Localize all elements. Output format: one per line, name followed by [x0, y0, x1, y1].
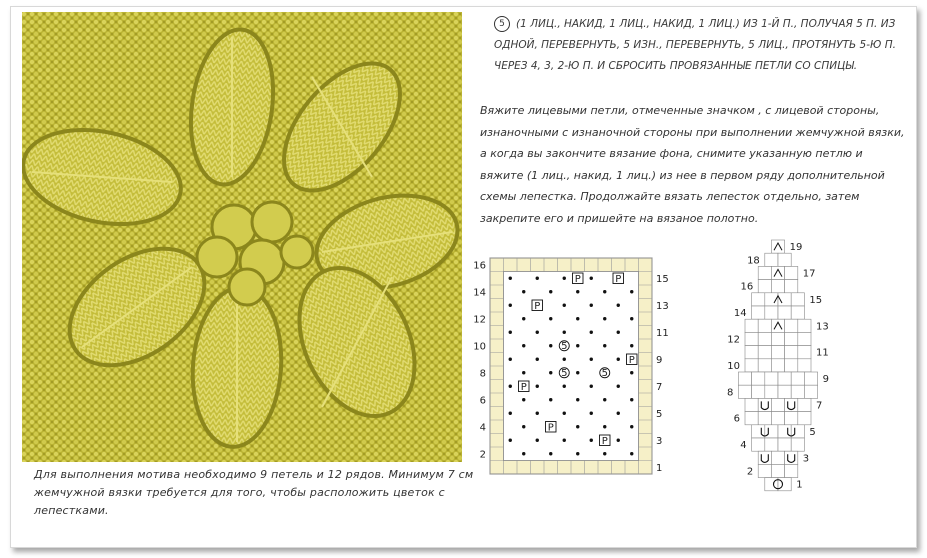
purl-dot: [536, 358, 539, 361]
purl-dot: [522, 452, 525, 455]
knitted-flower-photo: [22, 12, 462, 462]
step-number-icon: 5: [494, 16, 510, 32]
purl-dot: [536, 277, 539, 280]
purl-dot: [549, 317, 552, 320]
row-label: 19: [789, 242, 803, 254]
purl-dot: [630, 425, 633, 428]
row-label: 3: [802, 453, 810, 465]
purl-dot: [549, 371, 552, 374]
step-instruction: [494, 14, 906, 77]
chart-row-labels-right: [656, 274, 669, 474]
purl-dot: [590, 439, 593, 442]
row-label: 15: [656, 273, 669, 285]
purl-dot: [603, 344, 606, 347]
symbol-5: 5: [601, 367, 608, 379]
purl-dot: [603, 452, 606, 455]
symbol-p: P: [520, 381, 527, 393]
purl-dot: [590, 358, 593, 361]
symbol-5: 5: [561, 367, 568, 379]
purl-dot: [590, 277, 593, 280]
purl-dot: [536, 412, 539, 415]
petal-chart: [700, 236, 870, 508]
row-label: 16: [473, 260, 486, 272]
pattern-chart: [468, 250, 688, 480]
purl-dot: [509, 331, 512, 334]
purl-dot: [549, 452, 552, 455]
purl-dot: [617, 412, 620, 415]
row-label: 1: [656, 462, 663, 474]
purl-dot: [576, 425, 579, 428]
purl-dot: [509, 385, 512, 388]
purl-dot: [576, 452, 579, 455]
row-label: 13: [656, 300, 669, 312]
purl-dot: [536, 331, 539, 334]
purl-dot: [617, 439, 620, 442]
symbol-5: 5: [561, 340, 568, 352]
row-label: 18: [747, 255, 760, 267]
row-label: 2: [479, 449, 486, 461]
purl-dot: [536, 439, 539, 442]
row-label: 3: [656, 435, 663, 447]
purl-dot: [603, 425, 606, 428]
purl-dot: [563, 331, 566, 334]
purl-dot: [617, 304, 620, 307]
purl-dot: [576, 371, 579, 374]
chart-row-labels-left: [473, 260, 486, 460]
purl-dot: [630, 371, 633, 374]
row-label: 7: [656, 381, 663, 393]
row-label: 9: [656, 354, 663, 366]
purl-dot: [590, 304, 593, 307]
row-label: 6: [479, 395, 486, 407]
purl-dot: [590, 412, 593, 415]
purl-dot: [563, 412, 566, 415]
purl-dot: [617, 331, 620, 334]
purl-dot: [576, 398, 579, 401]
purl-dot: [617, 358, 620, 361]
row-label: 11: [816, 347, 829, 359]
purl-dot: [549, 344, 552, 347]
symbol-p: P: [628, 354, 635, 366]
symbol-p: P: [615, 273, 622, 285]
symbol-p: P: [547, 422, 554, 434]
purl-dot: [509, 304, 512, 307]
purl-dot: [563, 385, 566, 388]
purl-dot: [522, 290, 525, 293]
row-label: 5: [809, 426, 816, 438]
row-label: 10: [473, 341, 486, 353]
row-label: 4: [740, 440, 747, 452]
purl-dot: [630, 344, 633, 347]
row-label: 7: [816, 400, 823, 412]
purl-dot: [576, 290, 579, 293]
row-label: 14: [473, 287, 486, 299]
row-label: 15: [809, 294, 823, 306]
purl-dot: [563, 358, 566, 361]
row-label: 17: [802, 268, 816, 280]
step-text: (1 ЛИЦ., НАКИД, 1 ЛИЦ., НАКИД, 1 ЛИЦ.) ИЗ 1-Й П., ПОЛУЧАЯ 5 П. ИЗ ОДНОЙ, ПЕРЕВЕРНУТЬ, 5 ИЗН., ПЕРЕВЕРНУТЬ, 5 ЛИЦ., ПРОТЯНУТЬ 5-Ю П. ЧЕРЕЗ 4, 3, 2-Ю П. И СБРОСИТЬ ПРОВЯЗАННЫЕ ПЕТЛИ СО СПИЦЫ.: [494, 18, 896, 72]
symbol-p: P: [534, 300, 541, 312]
symbol-p: P: [574, 273, 581, 285]
row-label: 9: [822, 374, 829, 386]
purl-dot: [522, 398, 525, 401]
purl-dot: [603, 317, 606, 320]
row-label: 13: [816, 321, 829, 333]
purl-dot: [563, 439, 566, 442]
purl-dot: [630, 398, 633, 401]
row-label: 6: [733, 413, 740, 425]
chart-grid: [490, 258, 652, 474]
purl-dot: [563, 304, 566, 307]
row-label: 2: [746, 466, 754, 478]
row-label: 8: [727, 387, 734, 399]
row-label: 10: [727, 360, 740, 372]
purl-dot: [630, 452, 633, 455]
purl-dot: [509, 358, 512, 361]
row-label: 14: [733, 308, 747, 320]
purl-dot: [509, 439, 512, 442]
purl-dot: [630, 317, 633, 320]
purl-dot: [536, 385, 539, 388]
purl-dot: [603, 398, 606, 401]
row-label: 4: [479, 422, 486, 434]
purl-dot: [509, 277, 512, 280]
purl-dot: [509, 412, 512, 415]
purl-dot: [576, 317, 579, 320]
purl-dot: [522, 371, 525, 374]
row-label: 12: [727, 334, 740, 346]
purl-dot: [549, 398, 552, 401]
row-label: 16: [740, 281, 754, 293]
row-label: 8: [479, 368, 486, 380]
purl-dot: [590, 385, 593, 388]
symbol-p: P: [601, 435, 608, 447]
row-label: 12: [473, 314, 486, 326]
main-instruction: Вяжите лицевыми петли, отмеченные значком , с лицевой стороны, изнаночными с изнаночной стороны при выполнении жемчужной вязки, а когда вы закончите вязание фона, снимите указанную петлю и вяжите (1 лиц., накид, 1 лиц.) из нее в первом ряду дополнительной схемы лепестка. Продолжайте вязать лепесток отдельно, затем закрепите его и пришейте на вязаное полотно.: [480, 104, 905, 225]
row-label: 1: [796, 479, 803, 491]
photo-caption: Для выполнения мотива необходимо 9 петель и 12 рядов. Минимум 7 см жемчужной вязки требуется для того, чтобы расположить цветок с лепестками.: [34, 468, 474, 517]
purl-dot: [522, 425, 525, 428]
purl-dot: [576, 344, 579, 347]
row-label: 5: [656, 408, 663, 420]
purl-dot: [630, 290, 633, 293]
purl-dot: [590, 331, 593, 334]
purl-dot: [617, 385, 620, 388]
purl-dot: [603, 290, 606, 293]
row-label: 11: [656, 327, 669, 339]
purl-dot: [549, 290, 552, 293]
purl-dot: [563, 277, 566, 280]
purl-dot: [522, 344, 525, 347]
purl-dot: [522, 317, 525, 320]
